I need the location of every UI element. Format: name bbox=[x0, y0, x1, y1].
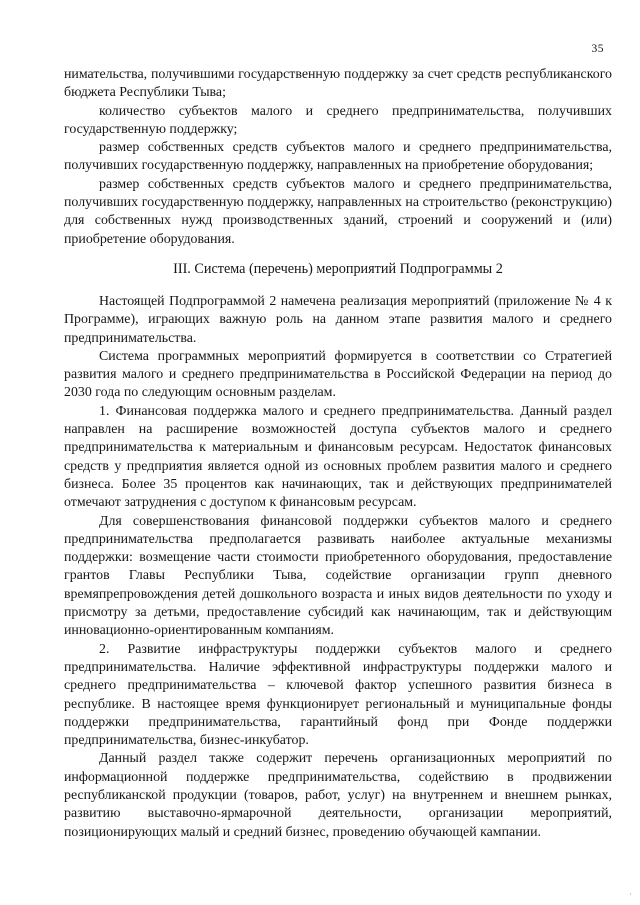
paragraph-information-support: Данный раздел также содержит перечень организационных мероприятий по информационной поддержке предпринимательства, содействию в продвижении республиканской продукции (товаров, работ, услуг) на внутреннем и внешнем рынках, развитию выставочно-ярмарочной деятельности, организации мероприятий, позиционирующих малый и средний бизнес, проведению обучающей кампании. bbox=[64, 751, 612, 840]
paragraph-intro: Настоящей Подпрограммой 2 намечена реализация мероприятий (приложение № 4 к Программе), играющих важную роль на данном этапе развития малого и среднего предпринимательства. bbox=[64, 293, 612, 346]
paragraph-indicator-construction: размер собственных средств субъектов малого и среднего предпринимательства, получивших государственную поддержку, направленных на строительство (реконструкцию) для собственных нужд производственных зданий, строений и сооружений и (или) приобретение оборудования. bbox=[64, 176, 612, 247]
paragraph-indicator-count: количество субъектов малого и среднего предпринимательства, получивших государственную поддержку; bbox=[64, 103, 612, 137]
paragraph-infrastructure: 2. Развитие инфраструктуры поддержки субъектов малого и среднего предпринимательства. Наличие эффективной инфраструктуры поддержки малого и среднего предпринимательства – ключевой фактор успешного развития бизнеса в республике. В настоящее время функционирует региональный и муниципальные фонды поддержки предпринимательства, гарантийный фонд при Фонде поддержки предпринимательства, бизнес-инкубатор. bbox=[64, 641, 612, 749]
paragraph-indicator-equipment: размер собственных средств субъектов малого и среднего предпринимательства, получивших государственную поддержку, направленных на приобретение оборудования; bbox=[64, 140, 612, 174]
paragraph-strategy: Система программных мероприятий формируется в соответствии со Стратегией развития малого и среднего предпринимательства в Российской Федерации на период до 2030 года по следующим основным разделам. bbox=[64, 348, 612, 401]
paragraph-continuation: нимательства, получившими государственную поддержку за счет средств республиканского бюджета Республики Тыва; bbox=[64, 67, 612, 101]
scan-edge-mark: · bbox=[629, 889, 632, 899]
paragraph-financial-mechanisms: Для совершенствования финансовой поддержки субъектов малого и среднего предпринимательства предполагается развивать наиболее актуальные механизмы поддержки: возмещение части стоимости приобретенного оборудования, предоставление грантов Главы Республики Тыва, содействие организации групп дневного времяпрепровождения детей дошкольного возраста и иных видов деятельности по уходу и присмотру за детьми, предоставление субсидий как начинающим, так и действующим инновационно-ориентированным компаниям. bbox=[64, 513, 612, 639]
paragraph-financial-support: 1. Финансовая поддержка малого и среднего предпринимательства. Данный раздел направлен на расширение возможностей доступа субъектов малого и среднего предпринимательства к материальным и финансовым ресурсам. Недостаток финансовых средств у предприятия является одной из основных проблем развития малого и среднего бизнеса. Более 35 процентов как начинающих, так и действующих предпринимателей отмечают затруднения с доступом к финансовым ресурсам. bbox=[64, 403, 612, 511]
document-body bbox=[64, 66, 612, 842]
section-title: III. Система (перечень) мероприятий Подпрограммы 2 bbox=[173, 260, 503, 277]
page-number: 35 bbox=[591, 43, 604, 55]
